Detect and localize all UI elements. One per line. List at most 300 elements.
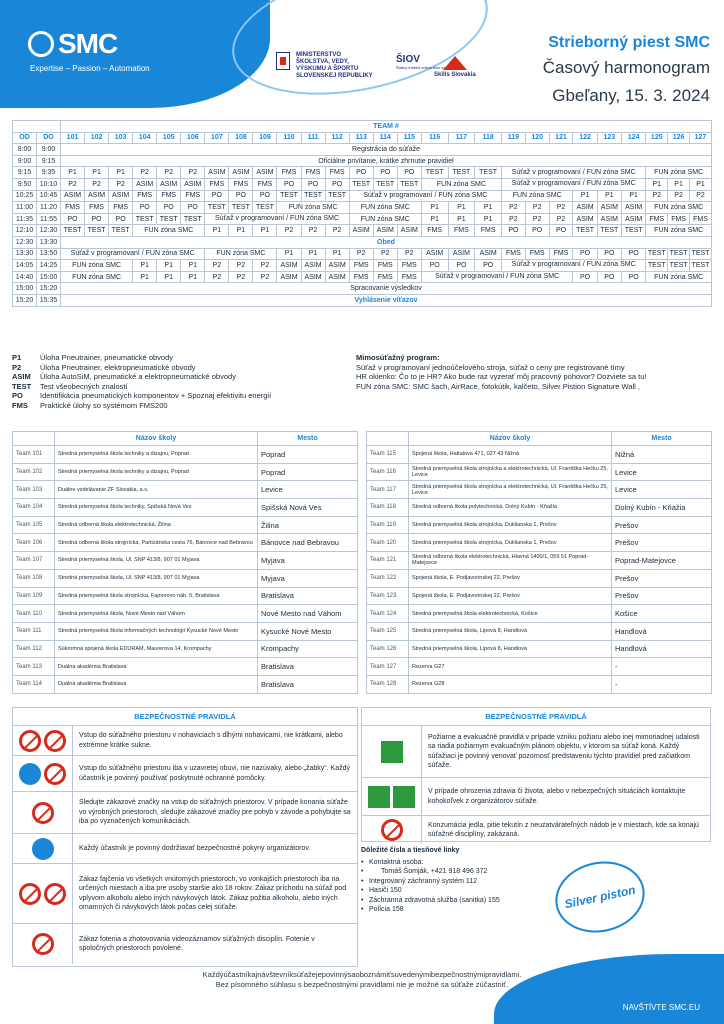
schedule-cell: TEST	[253, 202, 277, 214]
skills-slovakia-logo	[434, 56, 476, 78]
team-cell: Team 121	[367, 552, 409, 570]
table-row	[13, 499, 358, 517]
schedule-cell: P2	[646, 190, 668, 202]
team-cell: Team 105	[13, 516, 55, 534]
schedule-row	[13, 132, 712, 144]
legend-item	[12, 372, 271, 382]
legend-key: FMS	[12, 400, 28, 410]
schedule-cell: FUN zóna SMC	[421, 178, 501, 190]
team-cell: Team 108	[13, 569, 55, 587]
schedule-cell: 14:40	[13, 271, 37, 283]
team-cell: Team 113	[13, 658, 55, 676]
city-cell: Spišská Nová Ves	[258, 499, 358, 517]
schedule-cell: FUN zóna SMC	[646, 167, 712, 179]
school-cell: Stredná priemyselná škola strojnícka a elektrotechnická, Ul. Františka Hečku 25, Levice	[409, 481, 612, 499]
schedule-cell: ASIM	[349, 225, 373, 237]
schedule-cell: P2	[301, 225, 325, 237]
schedule-cell: P1	[448, 213, 475, 225]
schedule-cell: P1	[597, 190, 621, 202]
schedule-cell: TEST	[205, 202, 229, 214]
city-cell: Bratislava	[258, 658, 358, 676]
schedule-row	[13, 260, 712, 272]
school-cell: Stredná priemyselná škola strojnícka, Fajnorovo náb. 5, Bratislava	[55, 587, 258, 605]
schedule-cell: P1	[61, 167, 85, 179]
schedule-cell: PO	[549, 225, 573, 237]
schedule-header-cell: 107	[205, 132, 229, 144]
no-alcohol-icon	[44, 883, 66, 905]
contacts-list	[361, 858, 561, 915]
extra-program-line: Súťaž v programovaní jednoúčelového stroja, súťaž o ceny pre registrované tímy	[356, 362, 625, 372]
team-cell: Team 117	[367, 481, 409, 499]
footer-line: Bez písomného súhlasu s bezpečnostnými pravidlami nie je možné sa súťaže zúčastniť.	[215, 980, 509, 989]
safety-rules-left	[12, 707, 358, 967]
schedule-cell: FMS	[421, 225, 448, 237]
rule-icons	[13, 756, 73, 791]
legend-desc: Úloha Pneutrainer, pneumatické obvody	[40, 353, 174, 362]
schedule-cell: PO	[229, 190, 253, 202]
schedule-cell: P1	[157, 260, 181, 272]
city-cell: Poprad-Matejovce	[612, 552, 712, 570]
schedule-cell: P2	[525, 202, 549, 214]
schedule-cell: FMS	[502, 248, 526, 260]
school-cell: Stredná priemyselná škola techniky a dizajnu, Poprad	[55, 446, 258, 464]
schedule-cell: ASIM	[253, 167, 277, 179]
schedule-header-cell: 101	[61, 132, 85, 144]
table-row	[367, 516, 712, 534]
schedule-cell: 12:30	[13, 236, 37, 248]
rule-text: Vstup do súťažného priestoru v nohaviciach s dlhými nohavicami, nie krátkami, alebo extrémne krátke sukne.	[79, 732, 343, 749]
schedule-cell: PO	[325, 178, 349, 190]
schedule-cell: TEST	[349, 178, 373, 190]
schedule-cell: P1	[229, 225, 253, 237]
no-sandals-icon	[44, 763, 66, 785]
schedule-cell: P2	[349, 248, 373, 260]
schedule-cell: TEST	[689, 248, 711, 260]
emergency-phone-icon	[393, 786, 415, 808]
schedule-cell: Súťaž v programovaní / FUN zóna SMC	[349, 190, 501, 202]
schedule-cell: 9:00	[13, 155, 37, 167]
school-cell: Stredná odborná škola elektrotechnická, Hlavná 1400/1, 059 51 Poprad-Matejovce	[409, 552, 612, 570]
schedule-cell: PO	[597, 248, 621, 260]
schedule-cell: PO	[205, 190, 229, 202]
extra-program	[356, 353, 716, 391]
table-row	[367, 552, 712, 570]
table-row	[367, 675, 712, 693]
rule-item	[13, 756, 357, 792]
schedule-cell: ASIM	[301, 271, 325, 283]
rule-icons	[362, 726, 422, 777]
schedule-header-cell: 106	[181, 132, 205, 144]
rule-icons	[13, 834, 73, 863]
contact-item: • Polícia 158	[361, 905, 561, 915]
schedule-cell: FUN zóna SMC	[61, 271, 133, 283]
ministry-line: ŠKOLSTVA, VEDY,	[296, 59, 349, 65]
school-cell: Rezerva G27	[409, 658, 612, 676]
schedule-cell: ASIM	[85, 190, 109, 202]
silver-piston-logo: Silver piston	[549, 853, 652, 940]
schedule-cell: P1	[109, 167, 133, 179]
no-smoking-icon	[19, 883, 41, 905]
team-cell: Team 128	[367, 675, 409, 693]
schedule-cell: P2	[133, 167, 157, 179]
schedule-cell: ASIM	[421, 248, 448, 260]
table-row	[13, 622, 358, 640]
schedule-cell: ASIM	[448, 248, 475, 260]
schedule-cell: P2	[373, 248, 397, 260]
no-entry-icon	[32, 802, 54, 824]
col-city: Mesto	[258, 432, 358, 446]
schedule-header-cell: 121	[549, 132, 573, 144]
schools-table-left	[12, 431, 358, 694]
schedule-cell: P1	[301, 248, 325, 260]
schedule-cell: ASIM	[573, 213, 597, 225]
smc-logo: SMC	[28, 28, 117, 60]
schedule-cell: FMS	[373, 260, 397, 272]
table-row	[13, 481, 358, 499]
team-cell: Team 115	[367, 446, 409, 464]
rule-text: Zákaz fajčenia vo všetkých vnútorných priestoroch, vo vonkajších priestoroch iba na určených miestach a iba pre osoby staršie ako 18 rokov. Zákaz príchodu na súťaž pod vplyvom alkoholu alebo iných návykových látok. Zákaz požitia alkoholu, alebo iných omamných či návykových látok počas celej súťaže.	[79, 875, 347, 911]
schedule-cell: PO	[622, 248, 646, 260]
schedule-cell: 11:00	[13, 202, 37, 214]
rule-text: Požiarne a evakuačné pravidlá v prípade vzniku požiaru alebo inej mimoriadnej udalosti sa riadia požiarnym evakuačným plánom objektu, v ktorom sa súťaž koná. Každý súťažiaci je povinný venovať pozornosť predstaveniu týchto pravidiel pred začiatkom súťaže.	[428, 733, 700, 769]
schedule-cell: TEST	[689, 260, 711, 272]
ministry-logo	[276, 52, 373, 80]
school-cell: Stredná priemyselná škola, Ul. SNP 413/8, 907 01 Myjava	[55, 569, 258, 587]
legend-key: P2	[12, 362, 22, 372]
schedule-cell: ASIM	[109, 190, 133, 202]
schedule-cell: Súťaž v programovaní / FUN zóna SMC	[502, 178, 646, 190]
table-row	[13, 605, 358, 623]
schedule-cell: 12:30	[37, 225, 61, 237]
school-cell: Stredná priemyselná škola strojnícka a elektrotechnická, Ul. Františka Hečku 25, Levice	[409, 463, 612, 481]
schedule-cell: P2	[549, 213, 573, 225]
schedule-row	[13, 202, 712, 214]
schedule-cell: ASIM	[61, 190, 85, 202]
school-cell: Stredná odborná škola strojnícka, Partizánska cesta 76, Bánovce nad Bebravou	[55, 534, 258, 552]
schedule-cell: ASIM	[157, 178, 181, 190]
place-date: Gbeľany, 15. 3. 2024	[552, 86, 710, 105]
first-aid-icon	[368, 786, 390, 808]
schedule-cell: TEST	[133, 213, 157, 225]
safety-heading: BEZPEČNOSTNÉ PRAVIDLÁ	[13, 708, 357, 726]
rule-text: Sledujte zákazové značky na vstup do súťažných priestorov. V prípade konania súťaže vo výrobných priestoroch, sledujte zákazové značky pre pohyb v závode a pohybujte sa iba po vyznačených komunikáciách.	[79, 799, 351, 826]
legend-key: TEST	[12, 381, 32, 391]
city-cell: Košice	[612, 605, 712, 623]
schedule-cell: P2	[109, 178, 133, 190]
school-cell: Stredná priemyselná škola strojnícka, Duklianska 1, Prešov	[409, 516, 612, 534]
team-cell: Team 120	[367, 534, 409, 552]
city-cell: Poprad	[258, 463, 358, 481]
schedule-cell: TEST	[597, 225, 621, 237]
table-row	[367, 534, 712, 552]
team-cell: Team 125	[367, 622, 409, 640]
city-cell: Nové Mesto nad Váhom	[258, 605, 358, 623]
city-cell: Myjava	[258, 569, 358, 587]
schedule-header-cell: 122	[573, 132, 597, 144]
school-cell: Stredná priemyselná škola, Lipová 8, Handlová	[409, 622, 612, 640]
schedule-row	[13, 294, 712, 306]
schedule-cell: FMS	[133, 190, 157, 202]
schedule-cell: FMS	[229, 178, 253, 190]
schedule-cell: 15:00	[37, 271, 61, 283]
schedule-header-cell: DO	[37, 132, 61, 144]
table-row	[367, 481, 712, 499]
siov-name: ŠIOV	[396, 54, 420, 65]
schedule-header-cell: 102	[85, 132, 109, 144]
schedule-cell: P1	[253, 225, 277, 237]
schedule-cell: FMS	[448, 225, 475, 237]
school-cell: Stredná priemyselná škola strojnícka, Duklianska 1, Prešov	[409, 534, 612, 552]
evacuation-icon	[381, 741, 403, 763]
schedule-cell: FUN zóna SMC	[61, 260, 133, 272]
schedule-cell: PO	[277, 178, 301, 190]
schedule-cell: TEST	[157, 213, 181, 225]
schedule-cell: TEST	[668, 248, 690, 260]
legend-key: ASIM	[12, 372, 31, 381]
schedule-cell: P2	[502, 202, 526, 214]
schedule-cell: FMS	[181, 190, 205, 202]
schedule-cell: P2	[549, 202, 573, 214]
rule-item	[362, 778, 710, 816]
schedule-cell: P1	[622, 190, 646, 202]
schedule-cell: FMS	[157, 190, 181, 202]
schedule-cell: ASIM	[622, 202, 646, 214]
schedule-cell: TEST	[373, 178, 397, 190]
visit-link[interactable]: NAVŠTÍVTE SMC.EU	[622, 1003, 700, 1012]
schedule-cell: PO	[448, 260, 475, 272]
col-school: Názov školy	[55, 432, 258, 446]
school-cell: Duálne vzdelávanie ZF Slovakia, a.s.	[55, 481, 258, 499]
school-cell: Stredná odborná škola elektrotechnická, Žilina	[55, 516, 258, 534]
team-cell: Team 119	[367, 516, 409, 534]
team-cell: Team 101	[13, 446, 55, 464]
city-cell: Dolný Kubín - Kňažia	[612, 499, 712, 517]
school-cell: Stredná priemyselná škola, Ul. SNP 413/8, 907 01 Myjava	[55, 552, 258, 570]
schedule-cell: 15:20	[13, 294, 37, 306]
city-cell: Kysucké Nové Mesto	[258, 622, 358, 640]
schedule-cell: TEST	[421, 167, 448, 179]
table-row	[13, 658, 358, 676]
schedule-cell: 15:20	[37, 283, 61, 295]
contact-item: • Integrovaný záchranný systém 112	[361, 877, 561, 887]
city-cell: Bánovce nad Bebravou	[258, 534, 358, 552]
schedule-cell: FMS	[397, 271, 421, 283]
schedule-row	[13, 178, 712, 190]
schedule-row	[13, 225, 712, 237]
schedule-cell: P2	[229, 260, 253, 272]
city-cell: Žilina	[258, 516, 358, 534]
schedule-cell: TEST	[475, 167, 502, 179]
schedule-cell: PO	[373, 167, 397, 179]
schedule-cell: Obed	[61, 236, 712, 248]
schedule-cell: 9:15	[13, 167, 37, 179]
legend-item	[12, 401, 271, 411]
legend-desc: Identifikácia pneumatických komponentov + Spoznaj efektivitu energií	[40, 391, 272, 400]
schedule-cell: 13:30	[37, 236, 61, 248]
team-cell: Team 114	[13, 675, 55, 693]
legend-desc: Test všeobecných znalostí	[40, 381, 128, 391]
schedule-cell: P1	[157, 271, 181, 283]
tagline: Expertise – Passion – Automation	[30, 64, 150, 73]
schedule-cell: 15:00	[13, 283, 37, 295]
city-cell: Bratislava	[258, 587, 358, 605]
table-row	[13, 446, 358, 464]
schedule-cell: 9:15	[37, 155, 61, 167]
city-cell: Poprad	[258, 446, 358, 464]
schedule-row	[13, 121, 712, 133]
rule-text: Konzumácia jedla, pitie tekutín z neuzatvárateľných nádob je v miestach, kde sa konajú súťažné disciplíny, zakázaná.	[428, 821, 699, 838]
schedule-cell: FUN zóna SMC	[349, 202, 421, 214]
rule-icons	[13, 726, 73, 755]
schedule-cell: P2	[689, 190, 711, 202]
schedule-header-cell: 124	[622, 132, 646, 144]
no-food-icon	[381, 819, 403, 841]
schedule-header-cell: 119	[502, 132, 526, 144]
skills-icon	[443, 56, 467, 70]
city-cell: Prešov	[612, 534, 712, 552]
team-cell: Team 106	[13, 534, 55, 552]
schedule-header-cell: OD	[13, 132, 37, 144]
schedule-cell: P2	[157, 167, 181, 179]
schedule-cell: PO	[133, 202, 157, 214]
city-cell: Levice	[258, 481, 358, 499]
schedule-cell: FMS	[646, 213, 668, 225]
city-cell: Handlová	[612, 640, 712, 658]
team-cell: Team 116	[367, 463, 409, 481]
team-cell: Team 102	[13, 463, 55, 481]
school-cell: Stredná priemyselná škola informačných technológií Kysucké Nové Mesto	[55, 622, 258, 640]
schedule-header-cell: 123	[597, 132, 621, 144]
schedule-cell: FUN zóna SMC	[502, 190, 573, 202]
schedule-cell: ASIM	[301, 260, 325, 272]
schedule-cell: P1	[277, 248, 301, 260]
schedule-cell: ASIM	[277, 260, 301, 272]
schedule-header-cell: TEAM #	[61, 121, 712, 133]
schedule-cell: Registrácia do súťaže	[61, 144, 712, 156]
team-cell: Team 126	[367, 640, 409, 658]
schedule-cell: P1	[646, 178, 668, 190]
schedule-header-cell: 120	[525, 132, 549, 144]
table-row	[13, 569, 358, 587]
schedule-cell: TEST	[229, 202, 253, 214]
rule-text: V prípade ohrozenia zdravia či života, alebo v nebezpečných situáciách kontaktujte kohokoľvek z organizátorov súťaže.	[428, 788, 686, 805]
schedule-cell: TEST	[61, 225, 85, 237]
footer-band	[494, 954, 724, 1024]
schedule-cell: P1	[133, 271, 157, 283]
schedule-cell: ASIM	[475, 248, 502, 260]
schedule-header-cell: 114	[373, 132, 397, 144]
schedule-row	[13, 271, 712, 283]
schedule-cell: Súťaž v programovaní / FUN zóna SMC	[61, 248, 205, 260]
table-row	[13, 640, 358, 658]
rule-item	[13, 924, 357, 964]
schedule-cell: P1	[448, 202, 475, 214]
rule-item	[13, 726, 357, 756]
schedule-cell: 15:35	[37, 294, 61, 306]
team-cell: Team 110	[13, 605, 55, 623]
schedule-cell: PO	[421, 260, 448, 272]
legend-desc: Úloha AutoSiM, pneumatické a elektropneumatické obvody	[40, 372, 236, 381]
schedule-cell: TEST	[622, 225, 646, 237]
rule-text: Vstup do súťažného priestoru iba v uzavretej obuvi, nie nazúvaky, alebo „žabky“. Každý účastník je povinný používať poskytnuté ochranné pomôcky.	[79, 765, 350, 782]
schedule-cell: ASIM	[597, 202, 621, 214]
table-row	[13, 463, 358, 481]
schedule-cell: FMS	[85, 202, 109, 214]
schedule-header-cell: 103	[109, 132, 133, 144]
schedule-cell: P2	[277, 225, 301, 237]
info-icon	[32, 838, 54, 860]
schedule-cell: 8:00	[13, 144, 37, 156]
table-row	[367, 463, 712, 481]
schedule-cell: 13:50	[37, 248, 61, 260]
schedule-header-cell: 126	[668, 132, 690, 144]
school-cell: Spojená škola, E. Podjavorinskej 22, Prešov	[409, 587, 612, 605]
schedule-cell: PO	[301, 178, 325, 190]
table-row	[367, 605, 712, 623]
schedule-header-cell: 104	[133, 132, 157, 144]
schedule-header-cell: 109	[253, 132, 277, 144]
schedule-cell: ASIM	[573, 202, 597, 214]
city-cell: Bratislava	[258, 675, 358, 693]
page-subtitle: Časový harmonogram	[542, 58, 710, 77]
schedule-cell: P1	[689, 178, 711, 190]
schedule-cell: TEST	[397, 178, 421, 190]
rule-item	[13, 864, 357, 924]
schedule-header-cell: 118	[475, 132, 502, 144]
table-row	[13, 552, 358, 570]
city-cell: Nižná	[612, 446, 712, 464]
table-row	[367, 587, 712, 605]
schedule-cell: 11:55	[37, 213, 61, 225]
team-cell: Team 122	[367, 569, 409, 587]
safety-shoes-icon	[19, 763, 41, 785]
schedule-cell: TEST	[85, 225, 109, 237]
schedule-cell: P1	[668, 178, 690, 190]
team-cell: Team 127	[367, 658, 409, 676]
schedule-cell: PO	[573, 271, 597, 283]
contact-item: • Tomáš Šomják, +421 918 496 372	[361, 867, 561, 877]
rule-item	[362, 816, 710, 844]
skills-name: Skills Slovakia	[434, 72, 476, 78]
contact-item: • Kontaktná osoba:	[361, 858, 561, 868]
schedule-cell: PO	[157, 202, 181, 214]
city-cell: Prešov	[612, 516, 712, 534]
schedule-cell: 9:50	[13, 178, 37, 190]
schedule-cell: ASIM	[181, 178, 205, 190]
schedule-cell: FMS	[475, 225, 502, 237]
rule-item	[362, 726, 710, 778]
page-title: Strieborný piest SMC	[548, 34, 710, 51]
rule-icons	[13, 864, 73, 923]
schedule-cell: FUN zóna SMC	[349, 213, 421, 225]
schedule-row	[13, 144, 712, 156]
schedule-cell: 12:10	[13, 225, 37, 237]
schedule-cell: P1	[421, 202, 448, 214]
schedule-cell: P2	[668, 190, 690, 202]
schedule-cell: FUN zóna SMC	[205, 248, 277, 260]
schedule-cell: FUN zóna SMC	[277, 202, 349, 214]
city-cell: Levice	[612, 481, 712, 499]
schedule-cell: P2	[325, 225, 349, 237]
schedule-cell: TEST	[181, 213, 205, 225]
schedule-cell: FMS	[397, 260, 421, 272]
schedule-cell: PO	[573, 248, 597, 260]
legend-item	[12, 382, 271, 392]
school-cell: Spojená škola, E. Podjavorinskej 22, Prešov	[409, 569, 612, 587]
table-row	[13, 675, 358, 693]
schedule-cell: P1	[421, 213, 448, 225]
safety-heading: BEZPEČNOSTNÉ PRAVIDLÁ	[362, 708, 710, 726]
